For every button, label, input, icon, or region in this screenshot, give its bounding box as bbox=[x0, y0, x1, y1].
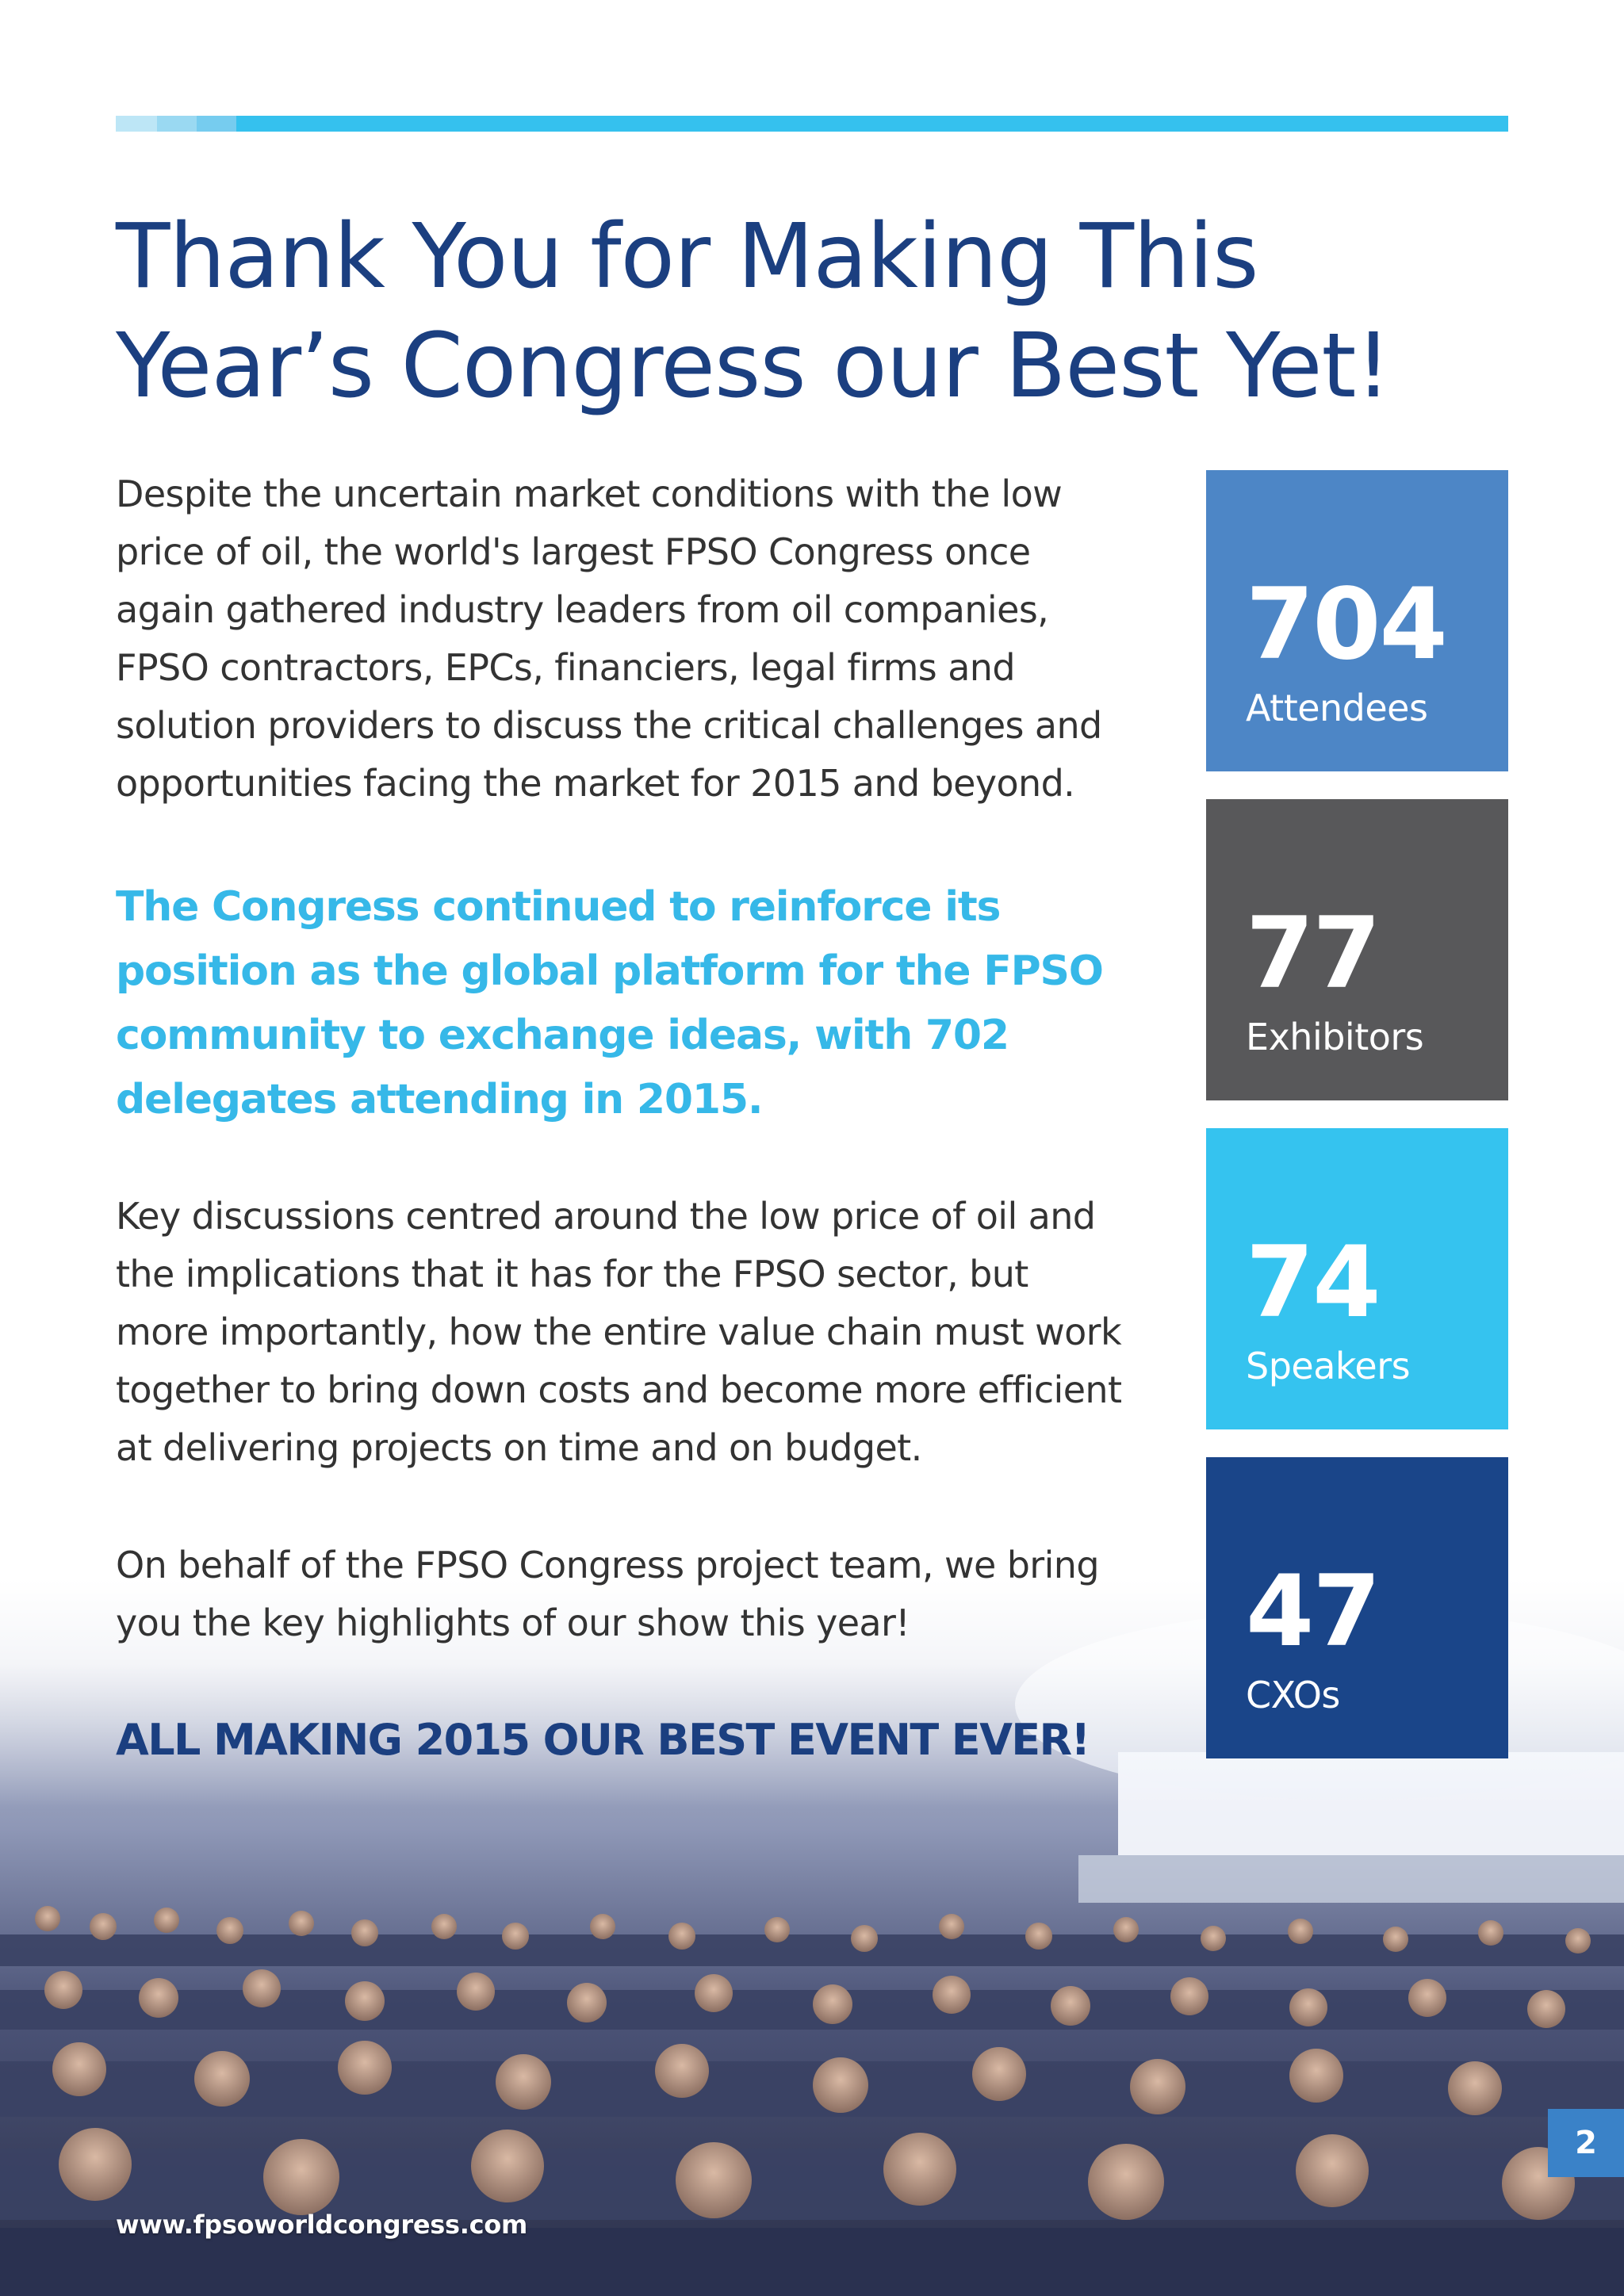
closing-statement: ALL MAKING 2015 OUR BEST EVENT EVER! bbox=[116, 1715, 1090, 1765]
text-line: The Congress continued to reinforce its bbox=[116, 883, 1001, 931]
accent-segment-3 bbox=[197, 116, 236, 132]
text-line: together to bring down costs and become more efficient bbox=[116, 1368, 1122, 1411]
text-line: Despite the uncertain market conditions with the low bbox=[116, 473, 1063, 515]
stat-label: Exhibitors bbox=[1246, 1016, 1424, 1058]
stat-box-cxos bbox=[1206, 1457, 1508, 1758]
stat-label: CXOs bbox=[1246, 1674, 1340, 1716]
text-line: at delivering projects on time and on budget. bbox=[116, 1426, 922, 1469]
text-line: On behalf of the FPSO Congress project team, we bring bbox=[116, 1544, 1099, 1586]
text-line: the implications that it has for the FPSO sector, but bbox=[116, 1253, 1028, 1295]
stat-label: Speakers bbox=[1246, 1345, 1411, 1387]
text-line: community to exchange ideas, with 702 bbox=[116, 1012, 1009, 1059]
stat-value: 77 bbox=[1246, 897, 1380, 1011]
text-line: opportunities facing the market for 2015 and beyond. bbox=[116, 762, 1075, 805]
page-title bbox=[116, 202, 1391, 421]
accent-segment-1 bbox=[116, 116, 157, 132]
top-accent-bar bbox=[116, 116, 1508, 132]
title-line: Year’s Congress our Best Yet! bbox=[116, 315, 1391, 418]
behalf-paragraph bbox=[116, 1536, 1155, 1652]
text-line: you the key highlights of our show this year! bbox=[116, 1601, 910, 1644]
stat-value: 704 bbox=[1246, 568, 1446, 682]
intro-paragraph bbox=[116, 465, 1155, 813]
stat-label: Attendees bbox=[1246, 687, 1428, 729]
title-line: Thank You for Making This bbox=[116, 205, 1258, 308]
text-line: more importantly, how the entire value chain must work bbox=[116, 1311, 1121, 1353]
text-line: price of oil, the world's largest FPSO Congress once bbox=[116, 530, 1031, 573]
page-number: 2 bbox=[1548, 2109, 1624, 2177]
stat-value: 47 bbox=[1246, 1555, 1380, 1669]
text-line: solution providers to discuss the critical challenges and bbox=[116, 704, 1102, 747]
text-line: again gathered industry leaders from oil companies, bbox=[116, 588, 1049, 631]
accent-segment-2 bbox=[157, 116, 197, 132]
text-line: FPSO contractors, EPCs, financiers, legal firms and bbox=[116, 646, 1015, 689]
stat-value: 74 bbox=[1246, 1226, 1380, 1340]
stat-box-attendees bbox=[1206, 470, 1508, 771]
text-line: delegates attending in 2015. bbox=[116, 1076, 763, 1123]
text-line: position as the global platform for the FPSO bbox=[116, 947, 1103, 995]
text-line: Key discussions centred around the low price of oil and bbox=[116, 1195, 1096, 1238]
stat-box-exhibitors bbox=[1206, 799, 1508, 1100]
discussion-paragraph bbox=[116, 1188, 1155, 1477]
website-link[interactable]: www.fpsoworldcongress.com bbox=[116, 2210, 528, 2240]
accent-segment-main bbox=[236, 116, 1508, 132]
highlight-statement bbox=[116, 875, 1103, 1132]
stat-box-speakers bbox=[1206, 1128, 1508, 1429]
